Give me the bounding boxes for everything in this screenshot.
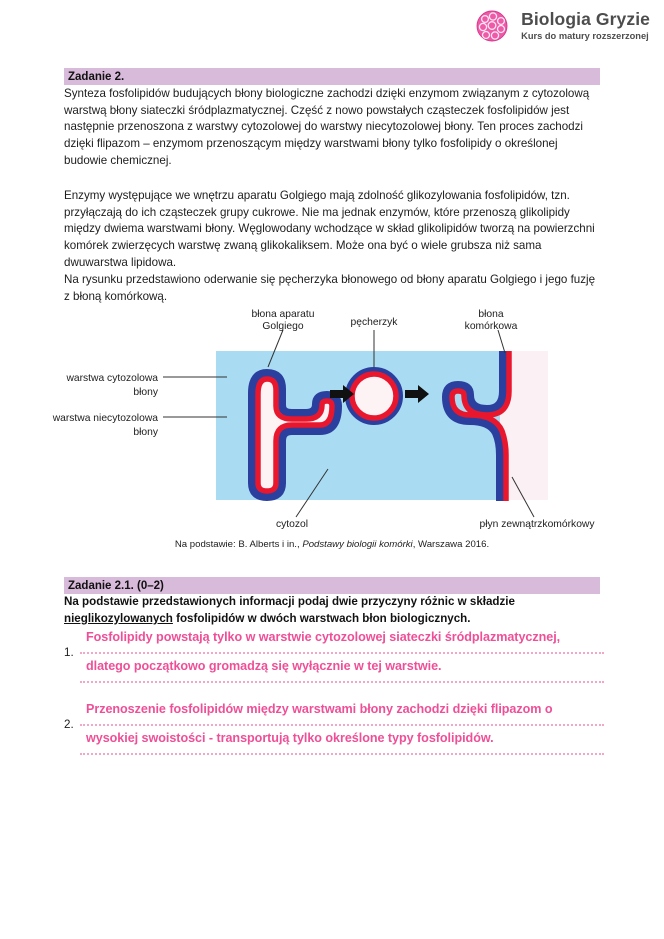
- task-21-heading-banner: Zadanie 2.1. (0–2): [64, 577, 600, 594]
- answer-1-line-1-text: Fosfolipidy powstają tylko w warstwie cytozolowej siateczki śródplazmatycznej,: [86, 630, 561, 644]
- prompt-part-2: fosfolipidów w dwóch warstwach błon biologicznych.: [172, 611, 471, 625]
- label-noncytosolic-layer-line1: warstwa niecytozolowa: [52, 413, 158, 424]
- answer-area: [64, 630, 604, 774]
- answer-1-line-2-text: dlatego początkowo gromadzą się wyłącznie w tej warstwie.: [86, 659, 442, 673]
- answer-2-number: 2.: [64, 718, 74, 731]
- brand-title: Biologia Gryzie: [521, 9, 650, 30]
- prompt-underlined-term: nieglikozylowanych: [64, 611, 173, 625]
- answer-1-number: 1.: [64, 646, 74, 659]
- label-noncytosolic-layer-line2: błony: [133, 427, 158, 438]
- task-2-paragraph-1: Synteza fosfolipidów budujących błony biologiczne zachodzi dzięki enzymom związanym z cytozolową warstwą błony siateczki śródplazmatycznej. Część z nowo powstałych cząsteczek fosfolipidów jest następnie przenoszona z warstwy cytozolowej do warstwy niecytozolowej błony. Ten proces zachodzi dzięki flipazom – enzymom przenoszącym między warstwami błony tylko fosfolipidy o określonej budowie chemicznej.: [64, 87, 590, 167]
- answer-2-line-1-text: Przenoszenie fosfolipidów między warstwami błony zachodzi dzięki flipazom o: [86, 702, 553, 716]
- prompt-part-1: Na podstawie przedstawionych informacji podaj dwie przyczyny różnic w składzie: [64, 595, 515, 608]
- label-golgi-membrane-line1: błona aparatu: [251, 309, 315, 320]
- answer-2-dotted-rule-2: [80, 751, 604, 755]
- task-2-heading-banner: Zadanie 2.: [64, 68, 600, 85]
- vesicle-red-layer: [352, 374, 396, 418]
- membrane-vesicle-diagram: [0, 305, 664, 560]
- label-vesicle: pęcherzyk: [350, 317, 398, 328]
- source-suffix: , Warszawa 2016.: [412, 539, 490, 550]
- label-cytosolic-layer-line1: warstwa cytozolowa: [66, 373, 158, 384]
- brain-icon: [472, 8, 512, 44]
- task-2-paragraph-2: Enzymy występujące we wnętrzu aparatu Golgiego mają zdolność glikozylowania fosfolipidów, tzn. przyłączają do ich cząsteczek grupy cukrowe. Nie ma jednak enzymów, które przenoszą glikolipidy między dwiema warstwami błony. Węglowodany wchodzące w skład glikolipidów tworzą na powierzchni komórek zwierzęcych warstwę zwaną glikokaliksem. Może ona być o wiele grubsza niż sama dwuwarstwa lipidowa.: [64, 189, 595, 269]
- task-21-prompt: [64, 594, 602, 627]
- answer-1-line-2-row[interactable]: [80, 659, 604, 688]
- label-cell-membrane-line1: błona: [478, 309, 504, 320]
- answer-2-dotted-rule-1: [80, 722, 604, 726]
- label-cytosol: cytozol: [275, 519, 309, 530]
- brand-subtitle: Kurs do matury rozszerzonej: [521, 30, 649, 41]
- label-extracellular-fluid: płyn zewnątrzkomórkowy: [479, 519, 595, 530]
- brand-header: [472, 8, 650, 44]
- label-golgi-membrane-line2: Golgiego: [262, 321, 304, 332]
- source-prefix: Na podstawie: B. Alberts i in.,: [174, 539, 303, 550]
- answer-2-line-2-row[interactable]: [80, 731, 604, 760]
- task-2-paragraph-3: Na rysunku przedstawiono oderwanie się pęcherzyka błonowego od błony aparatu Golgiego i jego fuzję z błoną komórkową.: [64, 273, 596, 303]
- answer-2-line-2-text: wysokiej swoistości - transportują tylko określone typy fosfolipidów.: [86, 731, 494, 745]
- label-cytosolic-layer-line2: błony: [133, 387, 158, 398]
- answer-1-dotted-rule-2: [80, 679, 604, 683]
- answer-item-1: [64, 630, 604, 688]
- answer-1-dotted-rule-1: [80, 650, 604, 654]
- figure-source-caption: [0, 539, 664, 550]
- label-cell-membrane-line2: komórkowa: [464, 321, 518, 332]
- answer-2-line-1-row[interactable]: [80, 702, 604, 731]
- answer-item-2: [64, 702, 604, 760]
- answer-1-line-1-row[interactable]: [80, 630, 604, 659]
- source-title: Podstawy biologii komórki: [302, 539, 413, 550]
